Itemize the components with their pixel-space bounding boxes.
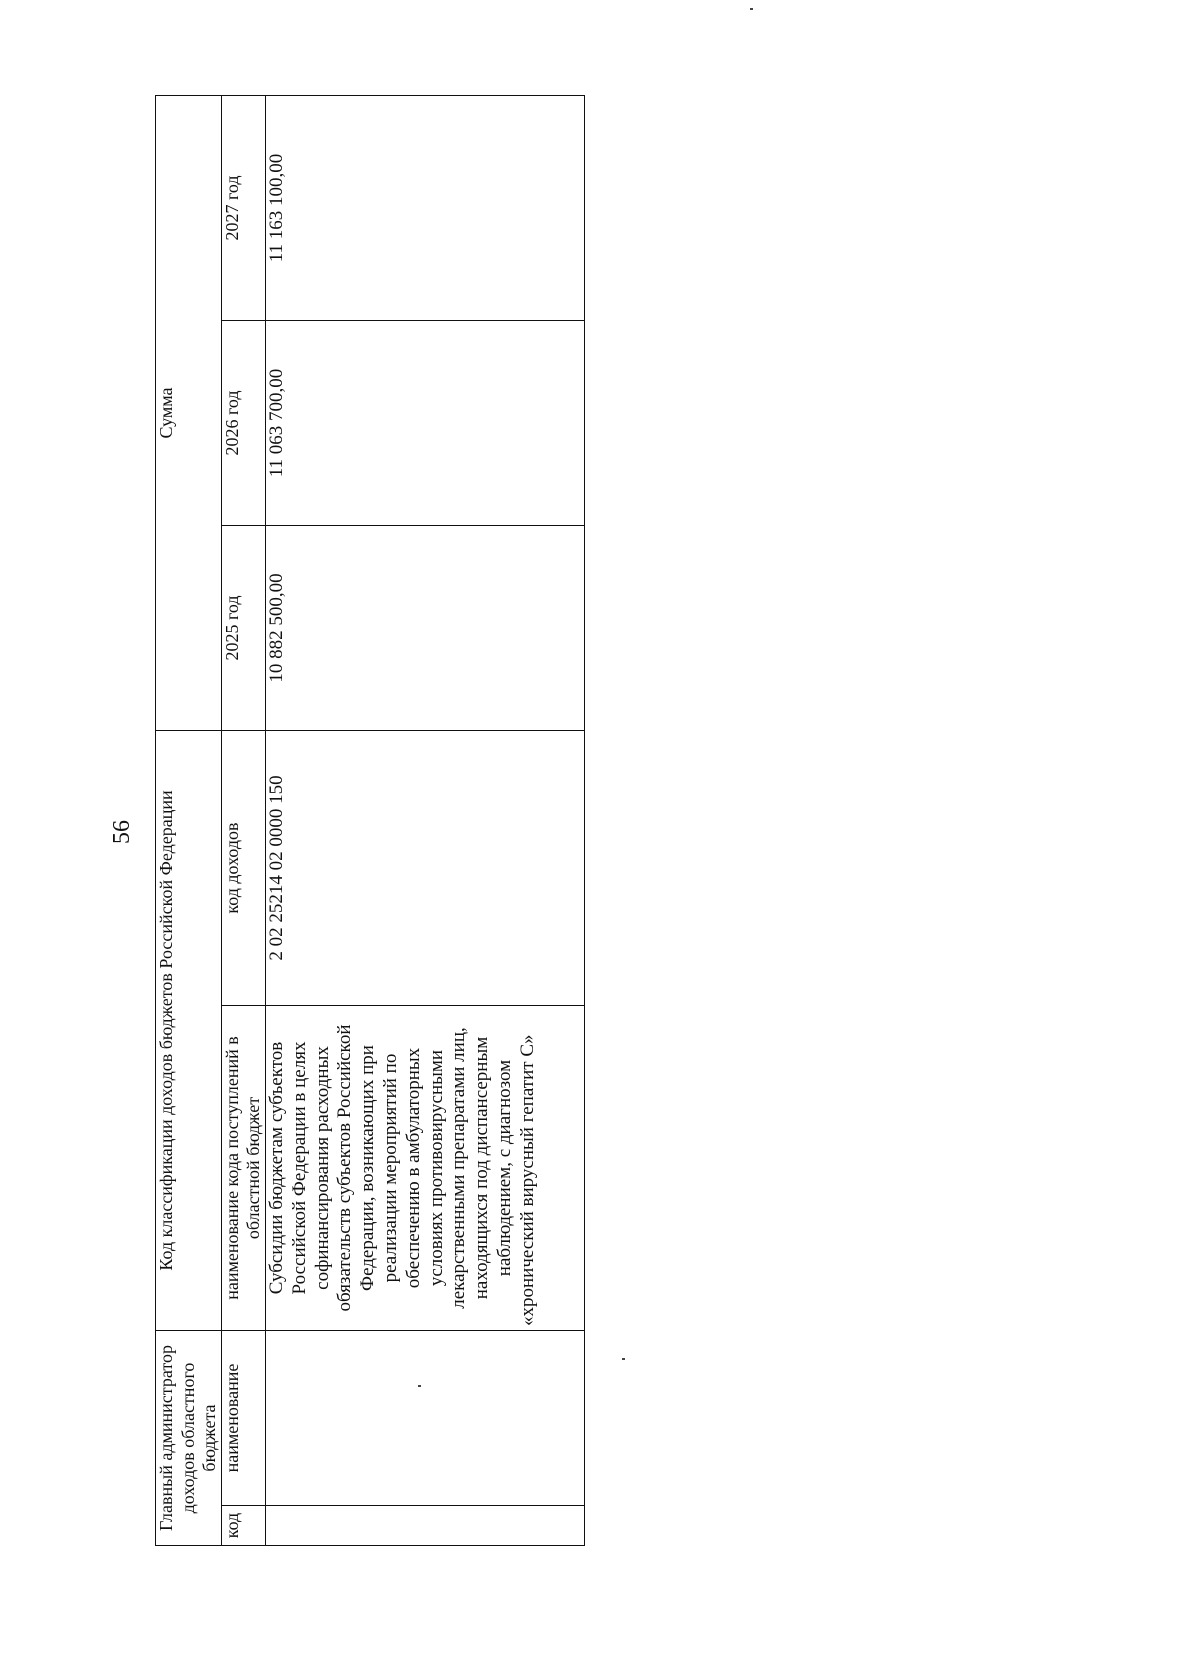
cell-income-code: 2 02 25214 02 0000 150 — [265, 731, 584, 1006]
table-row — [265, 95, 584, 1545]
cell-sum-2026: 11 063 700,00 — [265, 321, 584, 526]
cell-sum-2027: 11 163 100,00 — [265, 95, 584, 320]
scan-speck — [622, 1358, 625, 1360]
header-admin-group: Главный администратор доходов областного бюджета — [156, 1331, 222, 1546]
cell-income-name: Субсидии бюджетам субъектов Российской Федерации в целях софинансирования расходных обязательств субъектов Российской Федерации, возникающих при реализации мероприятий по обеспечению в амбулаторных условиях противовирусными лекарственными препаратами лиц, находящихся под диспансерным наблюдением, с диагнозом «хронический вирусный гепатит С» — [265, 1006, 584, 1331]
page-number: 56 — [109, 820, 135, 844]
cell-sum-2025: 10 882 500,00 — [265, 526, 584, 731]
header-admin-code: код — [221, 1506, 265, 1546]
header-classification-group: Код классификации доходов бюджетов Российской Федерации — [156, 731, 222, 1331]
header-year-2025: 2025 год — [221, 526, 265, 731]
header-income-name: наименование кода поступлений в областной бюджет — [221, 1006, 265, 1331]
cell-admin-name — [265, 1331, 584, 1506]
header-year-2026: 2026 год — [221, 321, 265, 526]
header-admin-name: наименование — [221, 1331, 265, 1506]
scan-speck — [750, 8, 753, 10]
budget-table — [155, 95, 585, 1546]
cell-admin-code — [265, 1506, 584, 1546]
budget-table-container — [155, 96, 585, 1546]
header-year-2027: 2027 год — [221, 95, 265, 320]
header-sum-group: Сумма — [156, 95, 222, 730]
header-income-code: код доходов — [221, 731, 265, 1006]
